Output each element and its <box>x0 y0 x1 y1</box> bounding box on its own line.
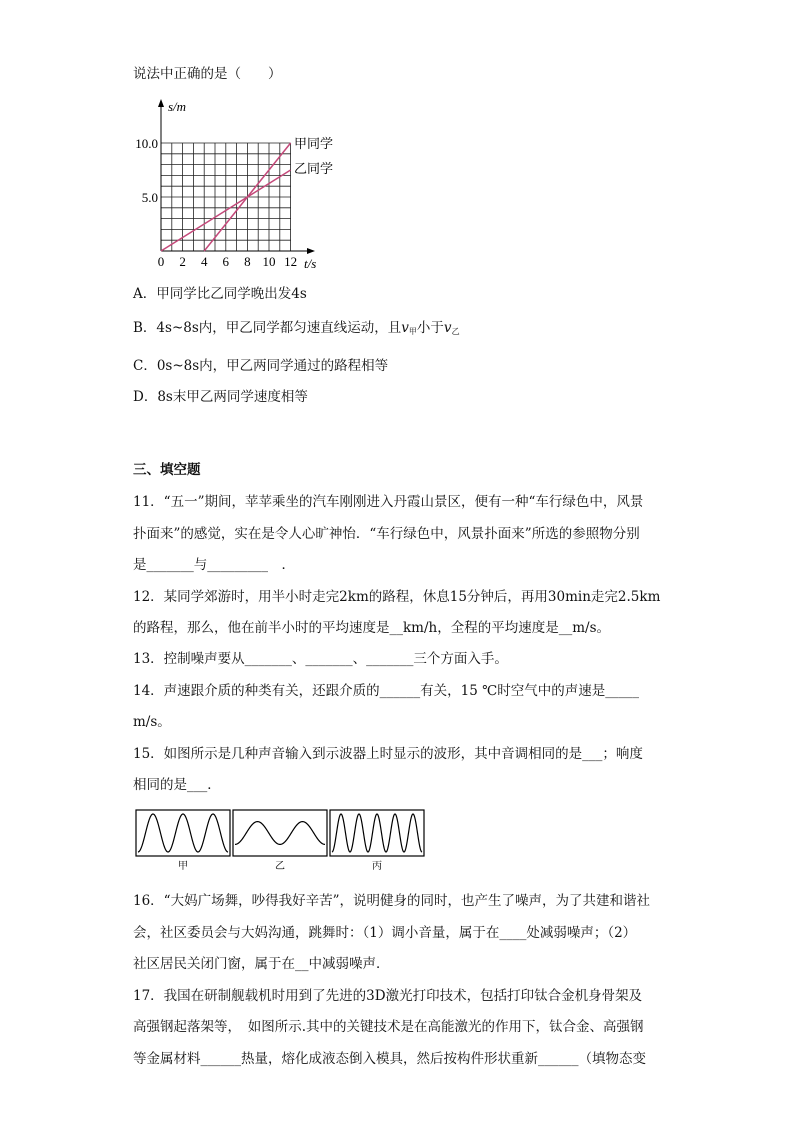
y-tick-10: 10.0 <box>135 136 158 151</box>
graph-grid <box>161 143 291 251</box>
x-tick-label: 12 <box>284 254 298 269</box>
x-axis-arrow <box>307 248 315 254</box>
x-axis-label: t/s <box>304 256 317 271</box>
q15-line2: 相同的是___． <box>133 777 221 793</box>
x-tick-label: 8 <box>244 254 251 269</box>
q16-line3: 社区居民关闭门窗，属于在__中减弱噪声． <box>133 956 390 972</box>
y-axis-arrow <box>158 99 164 107</box>
q17-line3: 等金属材料______热量，熔化成液态倒入模具，然后按构件形状重新______（填物态变 <box>133 1051 646 1067</box>
section-title: 三、填空题 <box>133 462 201 478</box>
oscilloscope-figure <box>134 808 434 878</box>
q14-line1: 14．声速跟介质的种类有关，还跟介质的______有关，15 ℃时空气中的声速是_____ <box>133 683 639 699</box>
q14-line2: m/s。 <box>133 714 171 730</box>
q16-line2: 会，社区委员会与大妈沟通，跳舞时：（1）调小音量，属于在____处减弱噪声；（2） <box>133 925 637 941</box>
v-yi-sub: 乙 <box>451 327 460 336</box>
wave-box-bing <box>330 810 424 856</box>
x-tick-label: 10 <box>262 254 276 269</box>
y-tick-5: 5.0 <box>141 190 158 205</box>
wave-bing <box>332 814 422 852</box>
wave-yi <box>235 822 325 845</box>
line-label-yi: 乙同学 <box>294 161 334 176</box>
q11-line2: 扑面来”的感觉，实在是令人心旷神怡．“车行绿色中，风景扑面来”所选的参照物分别 <box>133 526 640 542</box>
x-tick-label: 0 <box>157 254 165 269</box>
option-d: D．8s末甲乙两同学速度相等 <box>133 389 308 405</box>
question-tail: 说法中正确的是（ ） <box>133 66 282 82</box>
v-jia-sub: 甲 <box>408 327 417 336</box>
q17-line1: 17．我国在研制舰载机时用到了先进的3D激光打印技术，包括打印钛合金机身骨架及 <box>133 988 643 1004</box>
q15-line1: 15．如图所示是几种声音输入到示波器上时显示的波形，其中音调相同的是___；响度 <box>133 746 643 762</box>
option-b-prefix: B．4s~8s内，甲乙同学都匀速直线运动，且 <box>133 320 402 336</box>
st-graph <box>128 96 334 271</box>
q12-line1: 12．某同学郊游时，用半小时走完2km的路程，休息15分钟后，再用30min走完2.5km <box>133 589 661 605</box>
option-a: A．甲同学比乙同学晚出发4s <box>133 286 307 302</box>
line-label-jia: 甲同学 <box>294 136 334 151</box>
q13-line1: 13．控制噪声要从_______、_______、_______三个方面入手。 <box>133 651 508 667</box>
option-b <box>133 322 460 336</box>
x-tick-labels <box>158 254 297 269</box>
q12-line2: 的路程，那么，他在前半小时的平均速度是__km/h，全程的平均速度是__m/s。 <box>133 620 611 636</box>
wave-box-yi <box>233 810 327 856</box>
q11-line3: 是_______与_________ ． <box>133 557 295 573</box>
v-jia: v <box>401 320 409 336</box>
q16-line1: 16．“大妈广场舞，吵得我好辛苦”，说明健身的同时，也产生了噪声，为了共建和谐社 <box>133 893 650 909</box>
wave-label-bing: 丙 <box>372 861 382 872</box>
y-axis-label: s/m <box>168 99 187 114</box>
x-tick-label: 2 <box>179 254 186 269</box>
x-tick-label: 6 <box>222 254 230 269</box>
wave-label-jia: 甲 <box>178 861 188 872</box>
v-yi: v <box>443 320 452 336</box>
q11-line1: 11．“五一”期间，苹苹乘坐的汽车刚刚进入丹霞山景区，便有一种“车行绿色中，风景 <box>133 494 644 510</box>
x-tick-label: 4 <box>200 254 208 269</box>
wave-label-yi: 乙 <box>275 861 285 872</box>
wave-jia <box>138 814 228 852</box>
q17-line2: 高强钢起落架等， 如图所示.其中的关键技术是在高能激光的作用下，钛合金、高强钢 <box>133 1019 644 1035</box>
option-c: C．0s~8s内，甲乙两同学通过的路程相等 <box>133 358 389 374</box>
option-b-middle: 小于 <box>416 320 444 336</box>
